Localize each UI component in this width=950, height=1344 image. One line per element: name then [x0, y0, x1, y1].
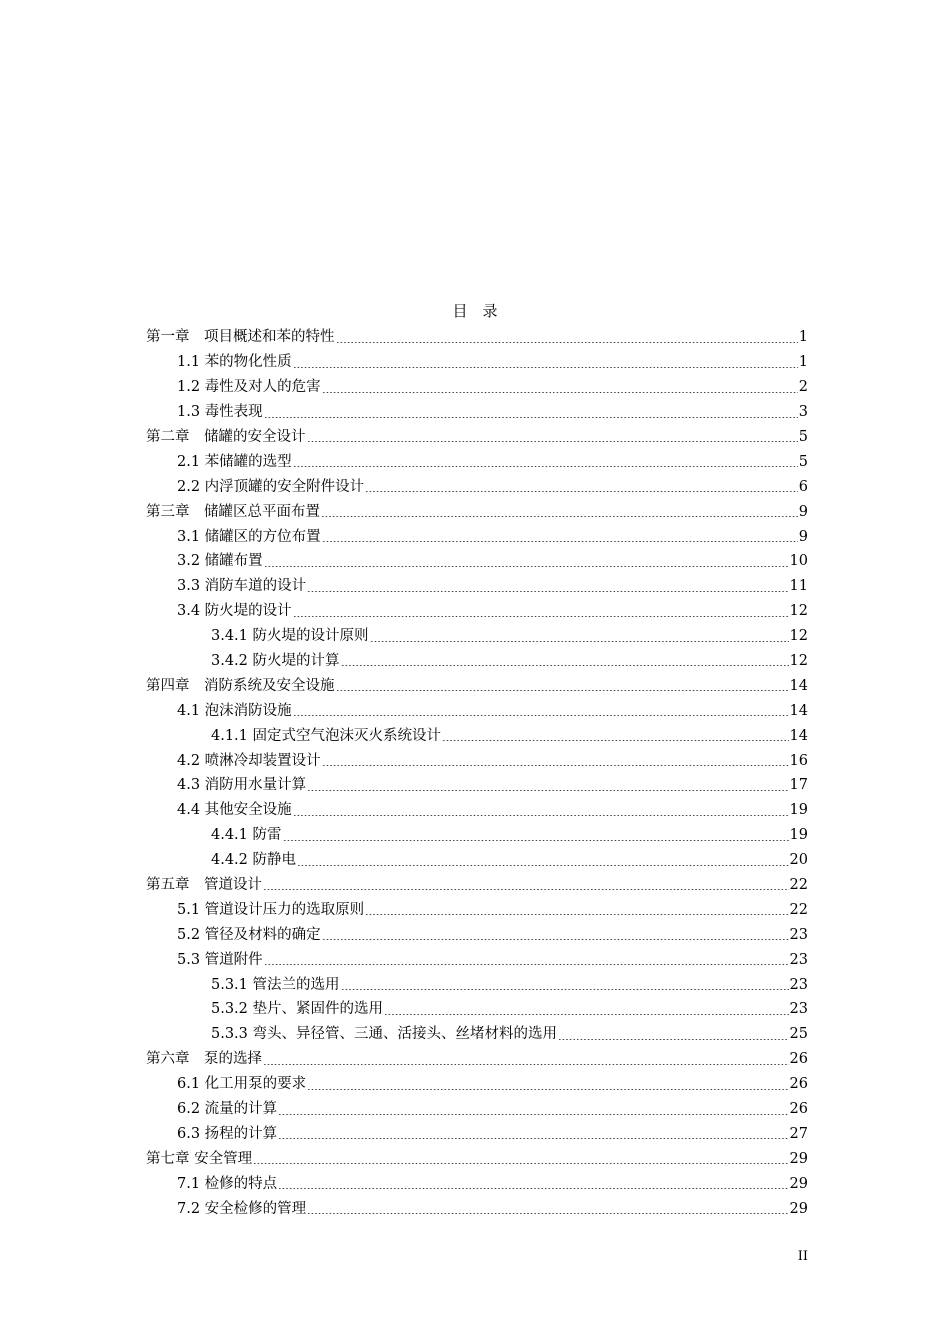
- toc-entry-label: 3.4.1 防火堤的设计原则: [211, 628, 369, 645]
- toc-entry-label: 4.2 喷淋冷却装置设计: [177, 752, 321, 769]
- toc-entry-level-1[interactable]: [146, 325, 808, 350]
- toc-entry-label: 第五章 管道设计: [146, 877, 262, 894]
- toc-entry-page-number: 11: [789, 578, 808, 595]
- toc-entry-page-number: 29: [789, 1175, 808, 1192]
- dot-leader: [322, 939, 789, 940]
- toc-entry-label: 第三章 储罐区总平面布置: [146, 503, 320, 520]
- toc-entry-level-2[interactable]: [146, 599, 808, 624]
- toc-entry-page-number: 5: [798, 429, 808, 445]
- toc-entry-label: 5.3.1 管法兰的选用: [211, 976, 340, 993]
- toc-entry-level-2[interactable]: [146, 1122, 808, 1147]
- toc-entry-page-number: 2: [798, 379, 808, 396]
- dot-leader: [278, 1188, 788, 1189]
- toc-entry-level-2[interactable]: [146, 698, 808, 723]
- dot-leader: [341, 665, 789, 666]
- toc-entry-level-3[interactable]: [146, 649, 808, 674]
- page-number: II: [797, 1249, 808, 1264]
- toc-entry-page-number: 20: [789, 852, 808, 869]
- toc-entry-page-number: 23: [789, 976, 808, 993]
- dot-leader: [336, 342, 798, 343]
- toc-entry-page-number: 3: [798, 404, 808, 421]
- dot-leader: [442, 740, 789, 741]
- dot-leader: [263, 1064, 789, 1065]
- toc-entry-page-number: 23: [789, 951, 808, 968]
- toc-entry-level-1[interactable]: [146, 1146, 808, 1171]
- toc-entry-label: 6.3 扬程的计算: [177, 1125, 278, 1142]
- toc-entry-level-3[interactable]: [146, 1022, 808, 1047]
- dot-leader: [370, 641, 789, 642]
- toc-entry-level-3[interactable]: [146, 823, 808, 848]
- dot-leader: [341, 989, 789, 990]
- toc-entry-level-2[interactable]: [146, 798, 808, 823]
- toc-entry-label: 1.3 毒性表现: [177, 404, 263, 421]
- toc-entry-page-number: 12: [789, 653, 808, 670]
- dot-leader: [263, 889, 789, 890]
- toc-entry-level-2[interactable]: [146, 574, 808, 599]
- dot-leader: [293, 815, 789, 816]
- toc-entry-page-number: 14: [789, 677, 808, 694]
- dot-leader: [384, 1014, 789, 1015]
- toc-entry-page-number: 19: [789, 802, 808, 819]
- toc-entry-label: 第六章 泵的选择: [146, 1051, 262, 1068]
- dot-leader: [297, 865, 789, 866]
- toc-entry-level-2[interactable]: [146, 897, 808, 922]
- toc-entry-page-number: 6: [798, 478, 808, 495]
- toc-entry-level-1[interactable]: [146, 873, 808, 898]
- toc-entry-level-3[interactable]: [146, 723, 808, 748]
- table-of-contents: [146, 325, 808, 1221]
- dot-leader: [558, 1039, 789, 1040]
- toc-entry-label: 6.1 化工用泵的要求: [177, 1076, 307, 1093]
- toc-entry-page-number: 22: [789, 901, 808, 918]
- toc-title: 目 录: [452, 302, 498, 320]
- toc-entry-level-2[interactable]: [146, 773, 808, 798]
- toc-entry-page-number: 25: [789, 1026, 808, 1043]
- toc-entry-page-number: 26: [789, 1076, 808, 1093]
- dot-leader: [293, 367, 798, 368]
- toc-entry-level-1[interactable]: [146, 425, 808, 450]
- toc-entry-level-2[interactable]: [146, 549, 808, 574]
- toc-entry-level-3[interactable]: [146, 972, 808, 997]
- toc-entry-page-number: 1: [798, 354, 808, 371]
- dot-leader: [307, 1089, 788, 1090]
- toc-entry-label: 6.2 流量的计算: [177, 1101, 278, 1118]
- dot-leader: [336, 690, 789, 691]
- toc-entry-page-number: 5: [798, 453, 808, 470]
- toc-entry-level-3[interactable]: [146, 624, 808, 649]
- toc-entry-label: 7.1 检修的特点: [177, 1175, 278, 1192]
- toc-entry-level-2[interactable]: [146, 1072, 808, 1097]
- dot-leader: [253, 1163, 788, 1164]
- toc-entry-label: 2.1 苯储罐的选型: [177, 453, 292, 470]
- toc-entry-level-1[interactable]: [146, 1047, 808, 1072]
- toc-entry-level-2[interactable]: [146, 748, 808, 773]
- toc-entry-level-2[interactable]: [146, 375, 808, 400]
- toc-entry-label: 4.4.2 防静电: [211, 852, 297, 869]
- dot-leader: [293, 616, 789, 617]
- toc-entry-page-number: 22: [789, 877, 808, 894]
- toc-entry-level-3[interactable]: [146, 997, 808, 1022]
- toc-entry-page-number: 9: [798, 528, 808, 545]
- toc-entry-label: 第二章 储罐的安全设计: [146, 429, 306, 445]
- dot-leader: [293, 466, 798, 467]
- toc-entry-page-number: 17: [789, 777, 808, 794]
- dot-leader: [264, 964, 789, 965]
- toc-entry-page-number: 12: [789, 628, 808, 645]
- dot-leader: [278, 1138, 788, 1139]
- dot-leader: [283, 840, 789, 841]
- toc-entry-label: 4.1 泡沫消防设施: [177, 702, 292, 719]
- toc-entry-label: 第四章 消防系统及安全设施: [146, 677, 335, 694]
- toc-entry-label: 3.3 消防车道的设计: [177, 578, 307, 595]
- toc-entry-level-3[interactable]: [146, 848, 808, 873]
- toc-entry-level-2[interactable]: [146, 1097, 808, 1122]
- toc-entry-page-number: 9: [798, 503, 808, 520]
- toc-entry-page-number: 14: [789, 702, 808, 719]
- toc-entry-label: 4.4 其他安全设施: [177, 802, 292, 819]
- toc-entry-page-number: 12: [789, 603, 808, 620]
- toc-entry-label: 5.1 管道设计压力的选取原则: [177, 901, 365, 918]
- dot-leader: [365, 914, 788, 915]
- toc-entry-level-2[interactable]: [146, 524, 808, 549]
- toc-entry-label: 3.4.2 防火堤的计算: [211, 653, 340, 670]
- toc-entry-page-number: 23: [789, 926, 808, 943]
- toc-entry-page-number: 23: [789, 1001, 808, 1018]
- toc-entry-label: 第七章 安全管理: [146, 1150, 253, 1167]
- toc-entry-page-number: 26: [789, 1051, 808, 1068]
- toc-entry-label: 第一章 项目概述和苯的特性: [146, 329, 335, 346]
- dot-leader: [293, 715, 789, 716]
- toc-entry-level-2[interactable]: [146, 922, 808, 947]
- dot-leader: [365, 491, 798, 492]
- toc-entry-level-2[interactable]: [146, 1196, 808, 1221]
- toc-entry-page-number: 14: [789, 727, 808, 744]
- dot-leader: [307, 441, 798, 442]
- toc-entry-level-2[interactable]: [146, 474, 808, 499]
- toc-entry-level-1[interactable]: [146, 499, 808, 524]
- toc-entry-label: 4.1.1 固定式空气泡沫灭火系统设计: [211, 727, 442, 744]
- toc-entry-label: 4.3 消防用水量计算: [177, 777, 307, 794]
- toc-entry-level-2[interactable]: [146, 350, 808, 375]
- dot-leader: [322, 392, 798, 393]
- toc-entry-label: 1.2 毒性及对人的危害: [177, 379, 321, 396]
- toc-entry-label: 5.3.3 弯头、异径管、三通、活接头、丝堵材料的选用: [211, 1026, 558, 1043]
- toc-entry-level-2[interactable]: [146, 947, 808, 972]
- toc-entry-level-2[interactable]: [146, 1171, 808, 1196]
- toc-entry-label: 3.4 防火堤的设计: [177, 603, 292, 620]
- dot-leader: [322, 541, 798, 542]
- toc-entry-level-2[interactable]: [146, 449, 808, 474]
- toc-entry-page-number: 19: [789, 827, 808, 844]
- toc-entry-label: 5.3.2 垫片、紧固件的选用: [211, 1001, 384, 1018]
- toc-entry-label: 4.4.1 防雷: [211, 827, 282, 844]
- toc-entry-label: 3.2 储罐布置: [177, 553, 263, 570]
- dot-leader: [307, 591, 788, 592]
- toc-entry-label: 5.3 管道附件: [177, 951, 263, 968]
- dot-leader: [307, 1213, 788, 1214]
- toc-entry-label: 5.2 管径及材料的确定: [177, 926, 321, 943]
- toc-entry-page-number: 27: [789, 1125, 808, 1142]
- dot-leader: [321, 516, 798, 517]
- dot-leader: [264, 417, 798, 418]
- toc-entry-page-number: 10: [789, 553, 808, 570]
- dot-leader: [278, 1114, 788, 1115]
- dot-leader: [322, 765, 789, 766]
- dot-leader: [307, 790, 788, 791]
- toc-entry-page-number: 16: [789, 752, 808, 769]
- dot-leader: [264, 566, 789, 567]
- toc-entry-level-2[interactable]: [146, 400, 808, 425]
- toc-entry-page-number: 29: [789, 1200, 808, 1217]
- toc-entry-page-number: 29: [789, 1150, 808, 1167]
- toc-entry-page-number: 26: [789, 1101, 808, 1118]
- toc-entry-label: 1.1 苯的物化性质: [177, 354, 292, 371]
- toc-entry-label: 2.2 内浮顶罐的安全附件设计: [177, 478, 365, 495]
- toc-entry-page-number: 1: [798, 329, 808, 346]
- toc-entry-label: 7.2 安全检修的管理: [177, 1200, 307, 1217]
- toc-entry-level-1[interactable]: [146, 673, 808, 698]
- toc-entry-label: 3.1 储罐区的方位布置: [177, 528, 321, 545]
